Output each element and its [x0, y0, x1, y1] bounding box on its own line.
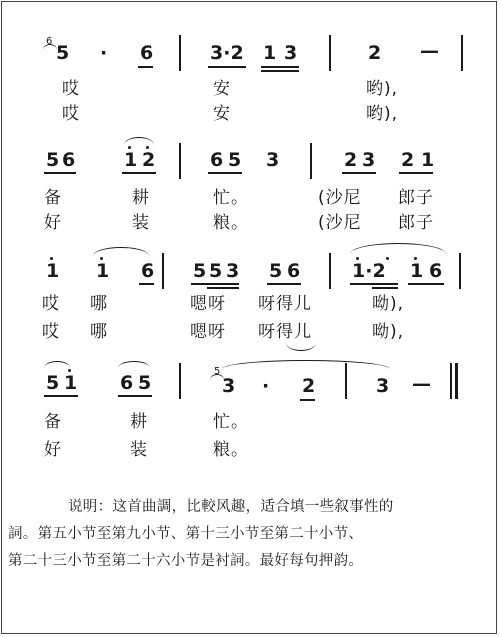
lyric: 哪 — [90, 294, 108, 314]
note: 2 — [344, 149, 358, 171]
lyric: 哎 — [62, 104, 80, 124]
lyric: 装 — [132, 213, 150, 233]
lyric: 粮。 — [213, 440, 249, 460]
slur — [118, 361, 150, 368]
lyric: 郎子 — [398, 213, 434, 233]
beam — [261, 66, 299, 68]
final-barline-thin — [450, 363, 452, 399]
high-octave-dot — [146, 146, 149, 149]
lyric: 郎子 — [398, 188, 434, 208]
lyric: 耕 — [130, 412, 148, 432]
lyric: 安 — [213, 79, 231, 99]
lyric: 忙。 — [213, 412, 249, 432]
lyric: 忙。 — [213, 188, 249, 208]
lyric: 哟), — [366, 104, 399, 124]
high-octave-dot — [128, 146, 131, 149]
grace-note: 5 — [214, 366, 221, 377]
beam — [44, 172, 76, 174]
barline — [329, 253, 331, 289]
barline — [162, 253, 164, 289]
note: 5 — [46, 149, 60, 171]
dash: — — [420, 40, 439, 62]
beam — [300, 399, 315, 401]
lyric: 安 — [213, 104, 231, 124]
beam — [139, 283, 154, 285]
high-octave-dot — [414, 257, 417, 260]
note: 3 — [376, 375, 390, 397]
note: 1·2 — [352, 260, 386, 282]
lyric: (沙尼 — [318, 188, 362, 208]
beam — [207, 287, 239, 289]
barline — [310, 143, 312, 179]
beam — [267, 283, 301, 285]
beam — [372, 287, 398, 289]
description — [8, 494, 478, 575]
slur — [44, 361, 70, 368]
note: 3 — [284, 42, 298, 64]
high-octave-dot — [100, 257, 103, 260]
dash: — — [412, 373, 431, 395]
note: 6 — [429, 260, 443, 282]
note: 1 — [421, 149, 435, 171]
lyric: 哪 — [90, 322, 108, 342]
note: 2 — [302, 375, 316, 397]
note: 5 — [228, 149, 242, 171]
lyric: 呀得儿 — [258, 294, 312, 314]
note: 2 — [368, 42, 382, 64]
lyric: 粮。 — [213, 213, 249, 233]
barline — [345, 363, 347, 399]
lyric: 装 — [130, 440, 148, 460]
note: 1 — [263, 42, 277, 64]
beam — [191, 283, 239, 285]
lyric: 呀得儿 — [258, 322, 312, 342]
note: 5 — [193, 260, 207, 282]
note: 6 — [140, 42, 154, 64]
beam — [342, 172, 376, 174]
note: 5 — [209, 260, 223, 282]
lyric: 耕 — [132, 188, 150, 208]
high-octave-dot — [68, 369, 71, 372]
lyric: 好 — [44, 213, 62, 233]
note: 6 — [287, 260, 301, 282]
barline — [179, 35, 181, 71]
note: 2 — [401, 149, 415, 171]
description-line: 詞。第五小节至第九小节、第十三小节至第二十小节、 — [8, 526, 364, 542]
note: 6 — [141, 260, 155, 282]
note: 3 — [226, 260, 240, 282]
note: 5 — [269, 260, 283, 282]
lyric: 备 — [44, 412, 62, 432]
beam — [208, 172, 242, 174]
note: 1 — [64, 372, 78, 394]
lyric: 哟), — [366, 79, 399, 99]
beam — [122, 172, 156, 174]
high-octave-dot — [50, 257, 53, 260]
lyric: 哎 — [42, 322, 60, 342]
note: 6 — [120, 372, 134, 394]
lyric: (沙尼 — [318, 213, 362, 233]
note: 6 — [62, 149, 76, 171]
note: 5 — [46, 372, 60, 394]
barline — [459, 253, 461, 289]
description-line: 第二十三小节至第二十六小节是衬詞。最好每句押韵。 — [8, 553, 364, 569]
lyric: 呦), — [372, 322, 405, 342]
barline — [461, 35, 463, 71]
note: 1 — [124, 149, 138, 171]
beam — [44, 395, 78, 397]
beam — [261, 70, 299, 72]
lyric: 呦), — [372, 294, 405, 314]
barline — [329, 35, 331, 71]
note: 3 — [222, 375, 236, 397]
beam — [118, 395, 152, 397]
note: 6 — [210, 149, 224, 171]
grace-slur — [43, 44, 57, 50]
lyric: 好 — [44, 440, 62, 460]
beam — [350, 283, 398, 285]
lyric: 嗯呀 — [190, 322, 226, 342]
final-barline-thick — [455, 363, 458, 399]
note-dot: · — [262, 375, 270, 397]
note: 2 — [142, 149, 156, 171]
note: 3·2 — [210, 42, 244, 64]
barline — [179, 143, 181, 179]
beam — [208, 66, 246, 68]
note: 3 — [362, 149, 376, 171]
note-dot: · — [100, 42, 108, 64]
note: 5 — [56, 42, 70, 64]
lyric: 备 — [44, 188, 62, 208]
note: 1 — [46, 260, 60, 282]
barline — [179, 363, 181, 399]
beam — [408, 283, 444, 285]
lyric: 哎 — [42, 294, 60, 314]
beam — [138, 66, 153, 68]
lyric: 哎 — [62, 79, 80, 99]
description-line: 说明：这首曲調，比較风趣，适合填一些叙事性的 — [68, 499, 394, 515]
note: 5 — [138, 372, 152, 394]
high-octave-dot — [356, 257, 359, 260]
beam — [399, 172, 433, 174]
note: 3 — [266, 149, 280, 171]
note: 1 — [410, 260, 424, 282]
high-octave-dot — [386, 257, 389, 260]
grace-note: 6 — [46, 36, 53, 47]
note: 1 — [96, 260, 110, 282]
lyric: 嗯呀 — [190, 294, 226, 314]
